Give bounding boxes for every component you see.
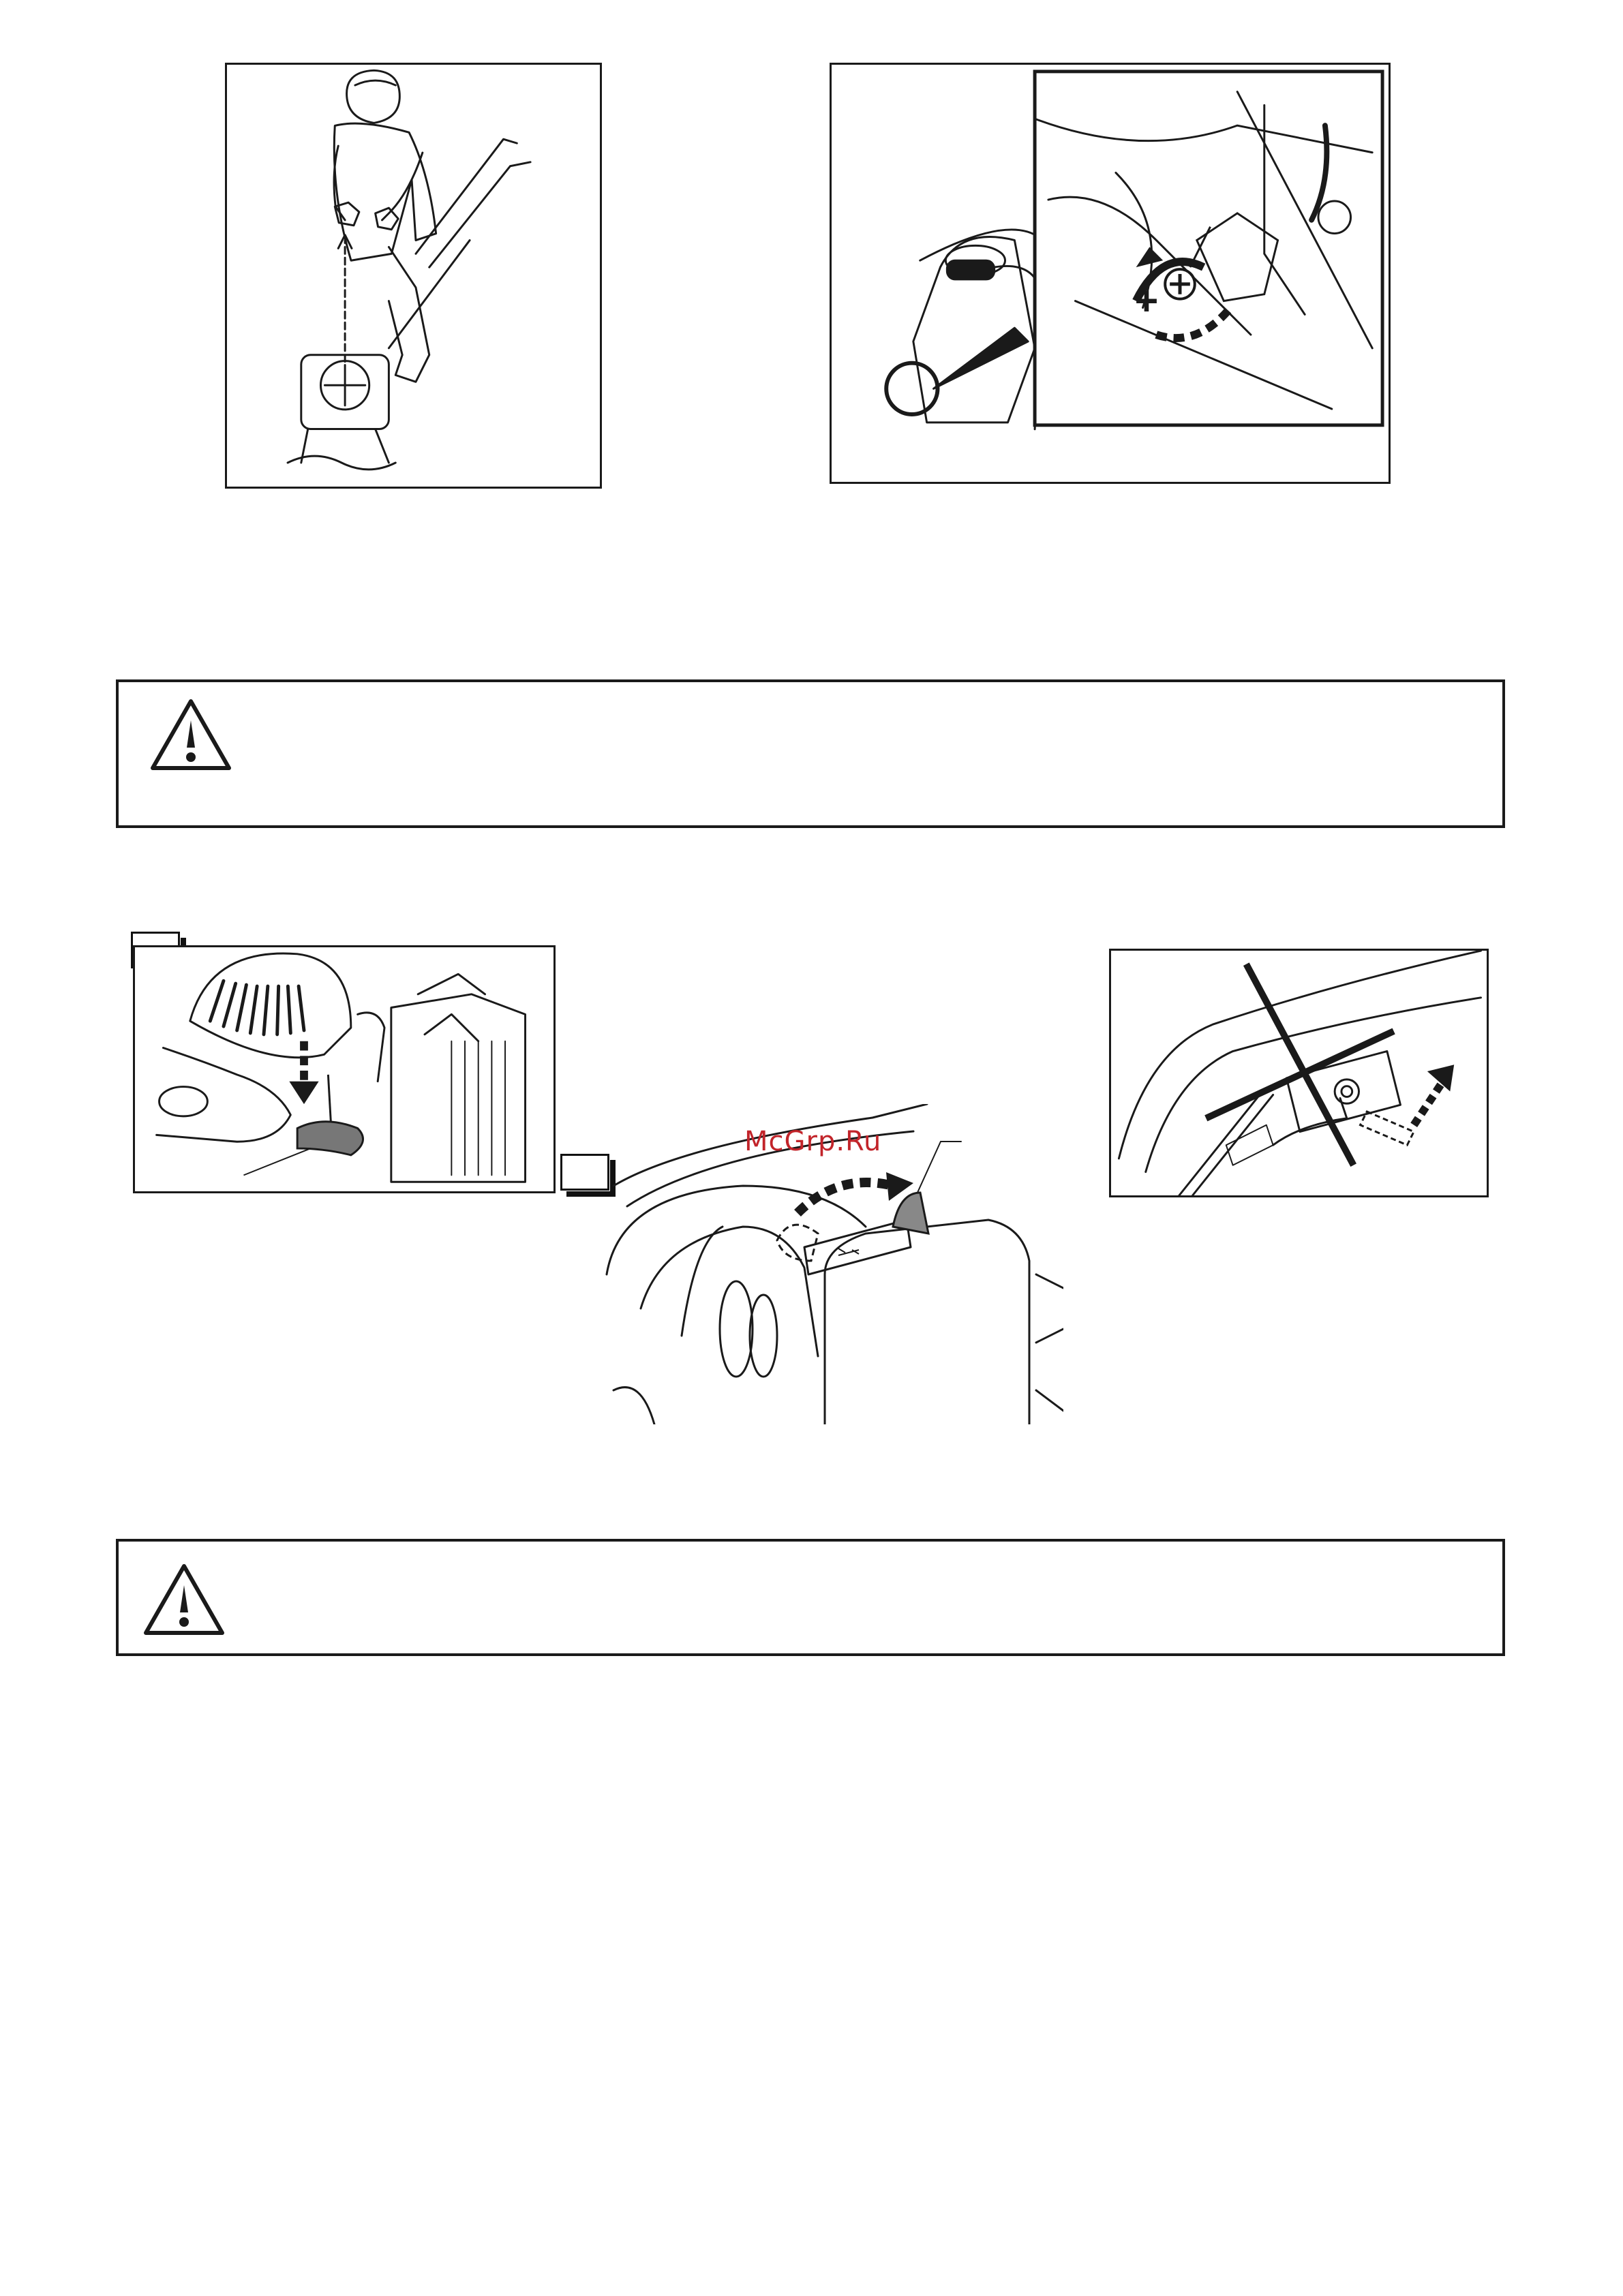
warning-triangle-icon: [149, 697, 233, 772]
warning-box-1: [116, 679, 1505, 828]
throttle-lever-crossed-illustration: [1111, 951, 1487, 1195]
warning-box-2: [116, 1539, 1505, 1656]
figure-throttle-no: [1109, 949, 1489, 1197]
watermark-text: McGrp.Ru: [744, 1126, 882, 1157]
figure-carburetor-adjust: [830, 63, 1391, 484]
plus-sign: +: [1134, 277, 1159, 324]
figure-starter-grip: [133, 945, 556, 1193]
person-pulling-starter-illustration: [227, 65, 600, 487]
figure-person-starting: [225, 63, 602, 489]
starter-grip-illustration: [135, 947, 553, 1191]
warning-triangle-icon: [142, 1562, 226, 1637]
carburetor-screw-adjust-illustration: [832, 65, 1389, 482]
